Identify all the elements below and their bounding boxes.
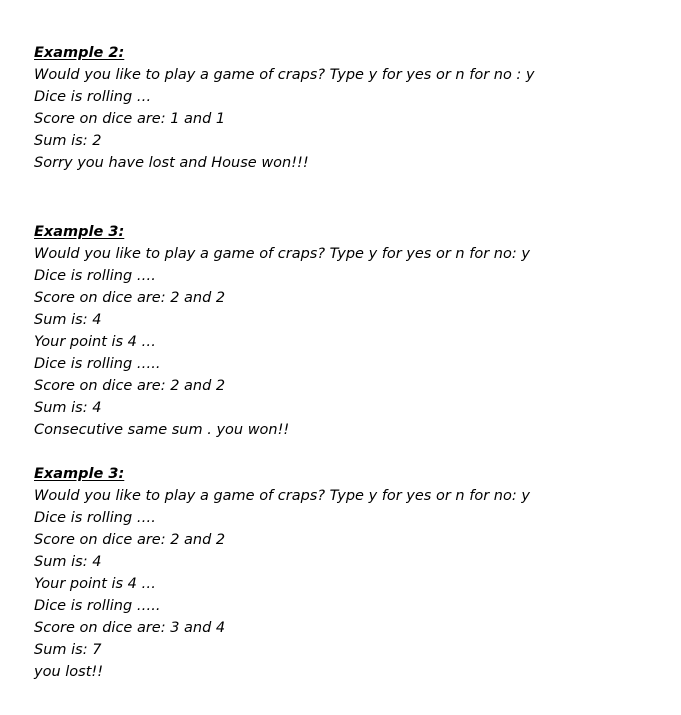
output-line: you lost!! [34, 664, 104, 680]
example-heading: Example 3: [34, 466, 125, 482]
output-line: Dice is rolling … [34, 89, 152, 105]
example-heading: Example 3: [34, 224, 125, 240]
output-line: Score on dice are: 2 and 2 [34, 378, 226, 394]
output-line: Sum is: 2 [34, 133, 102, 149]
output-line: Sorry you have lost and House won!!! [34, 155, 309, 171]
example-block [34, 221, 654, 441]
output-line: Dice is rolling …. [34, 268, 156, 284]
output-line: Dice is rolling ….. [34, 356, 161, 372]
output-line: Sum is: 7 [34, 642, 102, 658]
output-line: Your point is 4 … [34, 576, 157, 592]
example-block [34, 463, 654, 683]
output-line: Score on dice are: 2 and 2 [34, 290, 226, 306]
output-line: Sum is: 4 [34, 400, 102, 416]
output-line: Score on dice are: 2 and 2 [34, 532, 226, 548]
output-line: Score on dice are: 3 and 4 [34, 620, 226, 636]
output-line: Sum is: 4 [34, 312, 102, 328]
output-line: Score on dice are: 1 and 1 [34, 111, 226, 127]
output-line: Would you like to play a game of craps? Type y for yes or n for no : y [34, 67, 535, 83]
output-line: Dice is rolling …. [34, 510, 156, 526]
output-line: Dice is rolling ….. [34, 598, 161, 614]
output-line: Would you like to play a game of craps? Type y for yes or n for no: y [34, 488, 530, 504]
output-line: Would you like to play a game of craps? Type y for yes or n for no: y [34, 246, 530, 262]
example-heading: Example 2: [34, 45, 125, 61]
output-line: Your point is 4 … [34, 334, 157, 350]
output-line: Consecutive same sum . you won!! [34, 422, 290, 438]
output-line: Sum is: 4 [34, 554, 102, 570]
example-block [34, 42, 654, 174]
